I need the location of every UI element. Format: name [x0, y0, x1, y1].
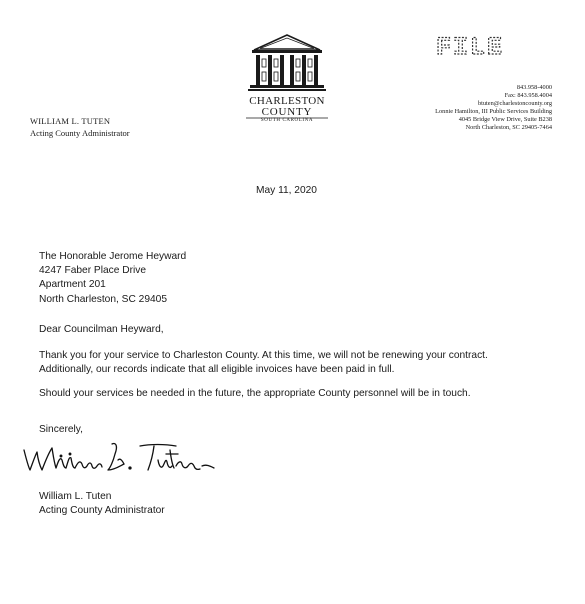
logo-text-county: COUNTY [261, 106, 313, 118]
contact-building: Lonnie Hamilton, III Public Services Building [435, 108, 552, 115]
signer-title: Acting County Administrator [39, 505, 165, 516]
file-stamp [432, 28, 512, 62]
closing: Sincerely, [39, 424, 83, 435]
contact-email: btuten@charlestoncounty.org [478, 100, 552, 107]
signer-name: William L. Tuten [39, 491, 112, 502]
contact-fax: Fax: 843.958.4004 [504, 92, 552, 99]
svg-text:FILE: FILE [436, 33, 505, 62]
contact-phone: 843.958-4000 [516, 84, 552, 91]
salutation: Dear Councilman Heyward, [39, 324, 164, 335]
contact-city: North Charleston, SC 29405-7464 [465, 124, 552, 131]
logo-text-charleston: CHARLESTON [249, 95, 325, 107]
contact-street: 4045 Bridge View Drive, Suite B238 [458, 116, 552, 123]
recipient-street: 4247 Faber Place Drive [39, 265, 147, 276]
sender-name: WILLIAM L. TUTEN [30, 116, 111, 126]
sender-title: Acting County Administrator [30, 128, 130, 138]
paragraph-1-line-1: Thank you for your service to Charleston County. At this time, we will not be renewing your contract. [39, 350, 488, 361]
recipient-unit: Apartment 201 [39, 279, 106, 290]
paragraph-1-line-2: Additionally, our records indicate that all eligible invoices have been paid in full. [39, 364, 395, 375]
recipient-city: North Charleston, SC 29405 [39, 294, 167, 305]
handwritten-signature [20, 436, 220, 482]
recipient-name: The Honorable Jerome Heyward [39, 251, 187, 262]
logo-text-state: SOUTH CAROLINA [260, 118, 314, 123]
letter-date: May 11, 2020 [256, 185, 317, 196]
paragraph-2: Should your services be needed in the future, the appropriate County personnel will be in touch. [39, 388, 471, 399]
